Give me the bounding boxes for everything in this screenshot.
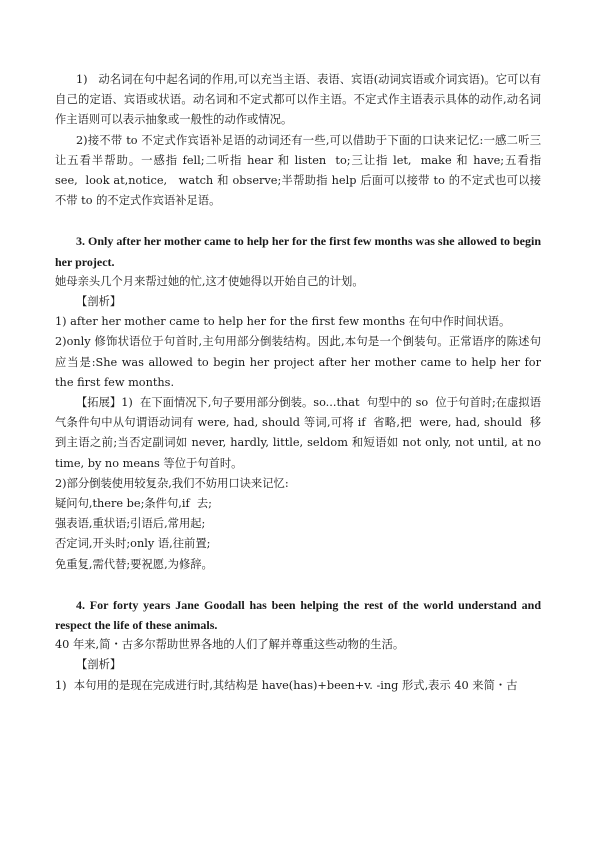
rhyme-line-3: 否定词,开头时;only 语,往前置; [55, 537, 211, 551]
intro-paragraph-1: 1) 动名词在句中起名词的作用,可以充当主语、表语、宾语(动词宾语或介词宾语)。它可以有自己的定语、宾语或状语。动名词和不定式都可以作主语。不定式作主语表示具体的动作,动名词作主语则可以表示抽象或一般性的动作或情况。 [55, 73, 541, 127]
rhyme-line-2: 强表语,重状语;引语后,常用起; [55, 517, 206, 531]
section-4-analysis-label: 【剖析】 [76, 658, 122, 672]
section-4-title: 4. For forty years Jane Goodall has been helping the rest of the world understand and respect the life of these animals. [55, 597, 541, 633]
section-3-translation: 她母亲头几个月来帮过她的忙,这才使她得以开始自己的计划。 [55, 274, 364, 288]
section-3-analysis-1: 1) after her mother came to help her for the first few months 在句中作时间状语。 [55, 315, 511, 329]
rhyme-line-4: 免重复,需代替;要祝愿,为修辞。 [55, 557, 213, 571]
section-3-extension-2: 2)部分倒装使用较复杂,我们不妨用口诀来记忆: [55, 476, 289, 490]
section-4-analysis-1: 1) 本句用的是现在完成进行时,其结构是 have(has)+been+v. -ing 形式,表示 40 来简・古 [55, 678, 518, 692]
document-page [55, 70, 541, 696]
section-4-translation: 40 年来,简・古多尔帮助世界各地的人们了解并尊重这些动物的生活。 [55, 638, 405, 652]
rhyme-line-1: 疑问句,there be;条件句,if 去; [55, 497, 212, 511]
spacer [55, 211, 541, 231]
section-3-extension-1: 【拓展】1) 在下面情况下,句子要用部分倒装。so...that 句型中的 so 位于句首时;在虚拟语气条件句中从句谓语动词有 were, had, should 等词,可将 if 省略,把 were, had, should 移到主语之前;当否定副词如 never, hardly, little, seldom 和短语如 not only, not until, at no time, by no means 等位于句首时。 [55, 396, 541, 470]
section-3-analysis-2: 2)only 修饰状语位于句首时,主句用部分倒装结构。因此,本句是一个倒装句。正常语序的陈述句应当是:She was allowed to begin her project after her mother came to help her for the first few months. [55, 335, 541, 389]
spacer [55, 575, 541, 595]
section-3-title: 3. Only after her mother came to help her for the first few months was she allowed to begin her project. [55, 234, 541, 269]
section-3-analysis-label: 【剖析】 [76, 295, 122, 309]
intro-paragraph-2: 2)接不带 to 不定式作宾语补足语的动词还有一些,可以借助于下面的口诀来记忆:一感二听三让五看半帮助。一感指 fell;二听指 hear 和 listen to;三让指 let, make 和 have;五看指 see, look at,notice, watch 和 observe;半帮助指 help 后面可以接带 to 的不定式也可以接不带 to 的不定式作宾语补足语。 [55, 133, 541, 208]
